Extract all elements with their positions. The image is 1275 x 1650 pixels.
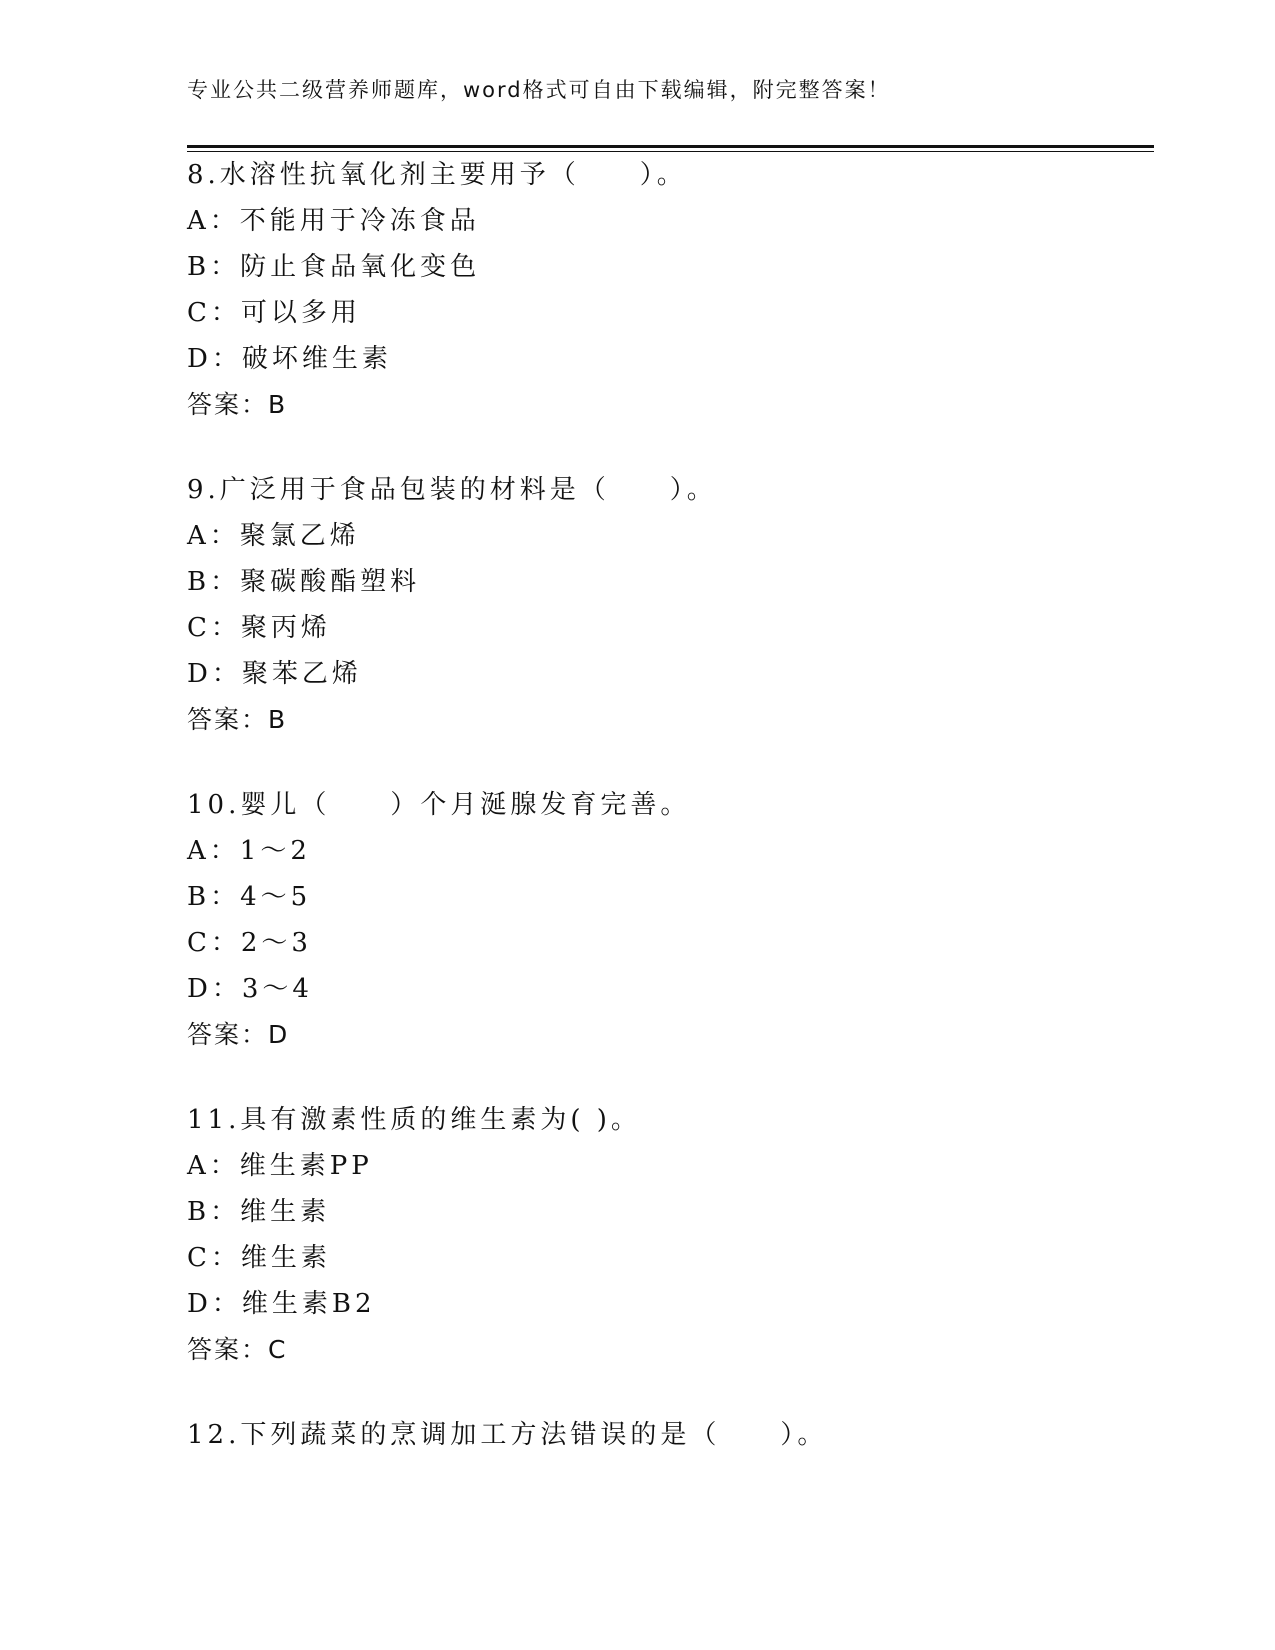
option-a: A：1～2 — [187, 836, 311, 866]
option-c: C：聚丙烯 — [187, 613, 331, 643]
page-header: 专业公共二级营养师题库，word格式可自由下载编辑，附完整答案！ — [187, 78, 891, 102]
option-c: C：可以多用 — [187, 298, 361, 328]
option-d: D：聚苯乙烯 — [187, 659, 362, 689]
question-stem: 9.广泛用于食品包装的材料是（ ）。 — [187, 475, 717, 505]
answer: 答案：B — [187, 390, 288, 419]
question-stem: 12.下列蔬菜的烹调加工方法错误的是（ ）。 — [187, 1420, 828, 1450]
option-d: D：破坏维生素 — [187, 344, 392, 374]
option-b: B：维生素 — [187, 1197, 331, 1227]
option-c: C：2～3 — [187, 928, 312, 958]
option-c: C：维生素 — [187, 1243, 331, 1273]
question-stem: 8.水溶性抗氧化剂主要用予（ ）。 — [187, 160, 687, 190]
option-b: B：聚碳酸酯塑料 — [187, 567, 421, 597]
question-11 — [187, 1097, 641, 1373]
question-12 — [187, 1412, 827, 1458]
option-a: A：聚氯乙烯 — [187, 521, 360, 551]
option-a: A：不能用于冷冻食品 — [187, 206, 480, 236]
option-a: A：维生素PP — [187, 1151, 373, 1181]
option-b: B：4～5 — [187, 882, 312, 912]
option-b: B：防止食品氧化变色 — [187, 252, 481, 282]
question-stem: 11.具有激素性质的维生素为( )。 — [187, 1105, 641, 1135]
answer: 答案：C — [187, 1335, 288, 1364]
answer: 答案：D — [187, 1020, 290, 1049]
answer: 答案：B — [187, 705, 288, 734]
question-stem: 10.婴儿（ ）个月涎腺发育完善。 — [187, 790, 691, 820]
question-10 — [187, 782, 690, 1058]
option-d: D：3～4 — [187, 974, 313, 1004]
option-d: D：维生素B2 — [187, 1289, 376, 1319]
question-8 — [187, 152, 687, 428]
header-rule-thick — [187, 145, 1154, 148]
question-9 — [187, 467, 717, 743]
